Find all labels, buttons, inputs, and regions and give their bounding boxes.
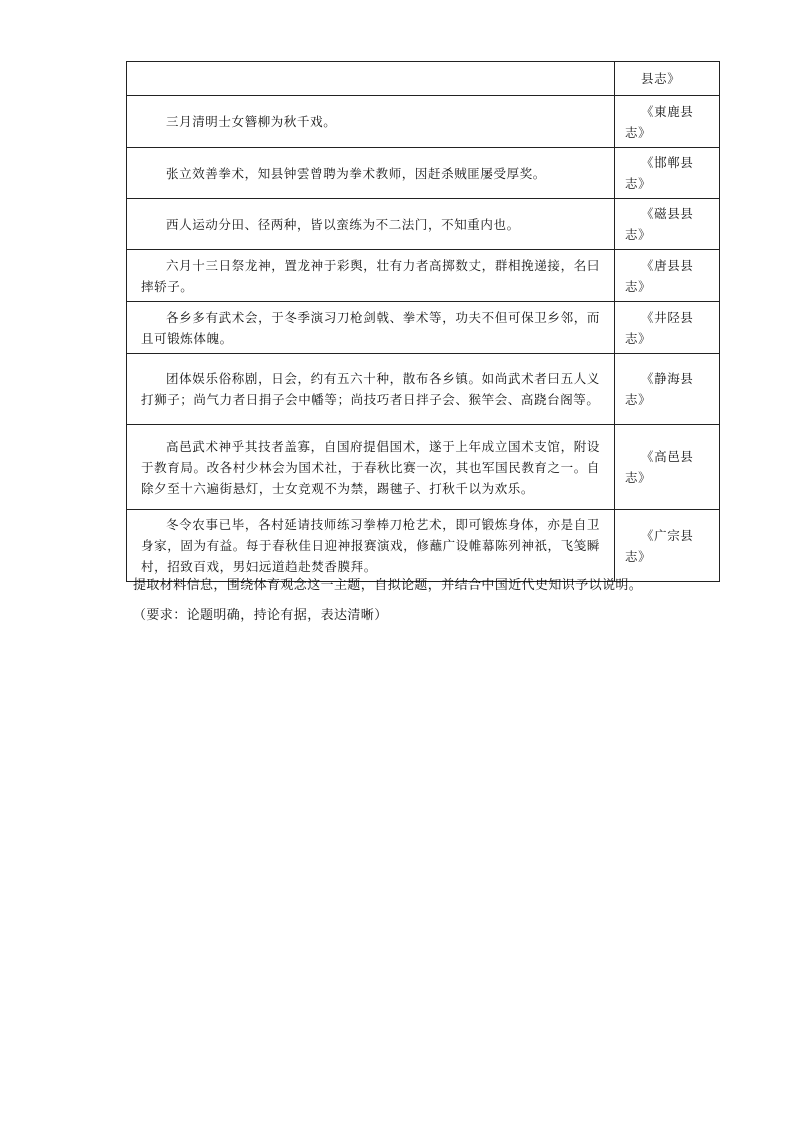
table-row: [127, 199, 720, 250]
table-row: [127, 96, 720, 148]
record-content: 西人运动分田、径两种，皆以蛮练为不二法门，不知重内也。: [127, 199, 615, 250]
record-source: 《静海县志》: [615, 354, 720, 425]
record-content: 各乡多有武术会，于冬季演习刀枪剑戟、拳术等，功夫不但可保卫乡邻，而且可锻炼体魄。: [127, 302, 615, 354]
record-source: 《井陉县志》: [615, 302, 720, 354]
record-source: 《邯郸县志》: [615, 148, 720, 199]
answer-requirement: （要求：论题明确，持论有据，表达清晰）: [133, 608, 388, 623]
record-content: [127, 62, 615, 96]
table-row: [127, 62, 720, 96]
table-row: [127, 302, 720, 354]
record-source: 《高邑县志》: [615, 425, 720, 510]
table-row: [127, 510, 720, 582]
table-row: [127, 148, 720, 199]
record-source: 《磁县县志》: [615, 199, 720, 250]
record-content: 冬令农事已毕，各村延请技师练习拳棒刀枪艺术，即可锻炼身体，亦是自卫身家，固为有益。每于春秋佳日迎神报赛演戏，修蘸广设帷幕陈列神祇，飞笺瞬村，招致百戏，男妇远道趋赴焚香膜拜。: [127, 510, 615, 582]
record-content: 张立效善拳术，知县钟雲曾聘为拳术教师，因赶杀贼匪屡受厚奖。: [127, 148, 615, 199]
table-row: [127, 250, 720, 302]
table-row: [127, 354, 720, 425]
table-row: [127, 425, 720, 510]
record-content: 高邑武术神乎其技者盖寡，自国府提倡国术，遂于上年成立国术支馆，附设于教育局。改各村少林会为国术社，于春秋比赛一次，其也军国民教育之一。自除夕至十六遍街悬灯，士女竞观不为禁，踢毽子、打秋千以为欢乐。: [127, 425, 615, 510]
record-source: 《東鹿县志》: [615, 96, 720, 148]
record-source: 《唐县县志》: [615, 250, 720, 302]
record-content: 六月十三日祭龙神，置龙神于彩舆，壮有力者高掷数丈，群相挽递接，名曰摔轿子。: [127, 250, 615, 302]
local-gazetteer-table: [126, 61, 720, 582]
record-content: 三月清明士女簪柳为秋千戏。: [127, 96, 615, 148]
record-source: 《广宗县志》: [615, 510, 720, 582]
record-content: 团体娱乐俗称剧，日会，约有五六十种，散布各乡镇。如尚武术者曰五人义打狮子；尚气力者日捐子会中幡等；尚技巧者日拌子会、猴竿会、高跷台阁等。: [127, 354, 615, 425]
question-prompt: 提取材料信息，围绕体育观念这一主题，自拟论题，并结合中国近代史知识予以说明。: [133, 578, 643, 593]
record-source: 县志》: [615, 62, 720, 96]
